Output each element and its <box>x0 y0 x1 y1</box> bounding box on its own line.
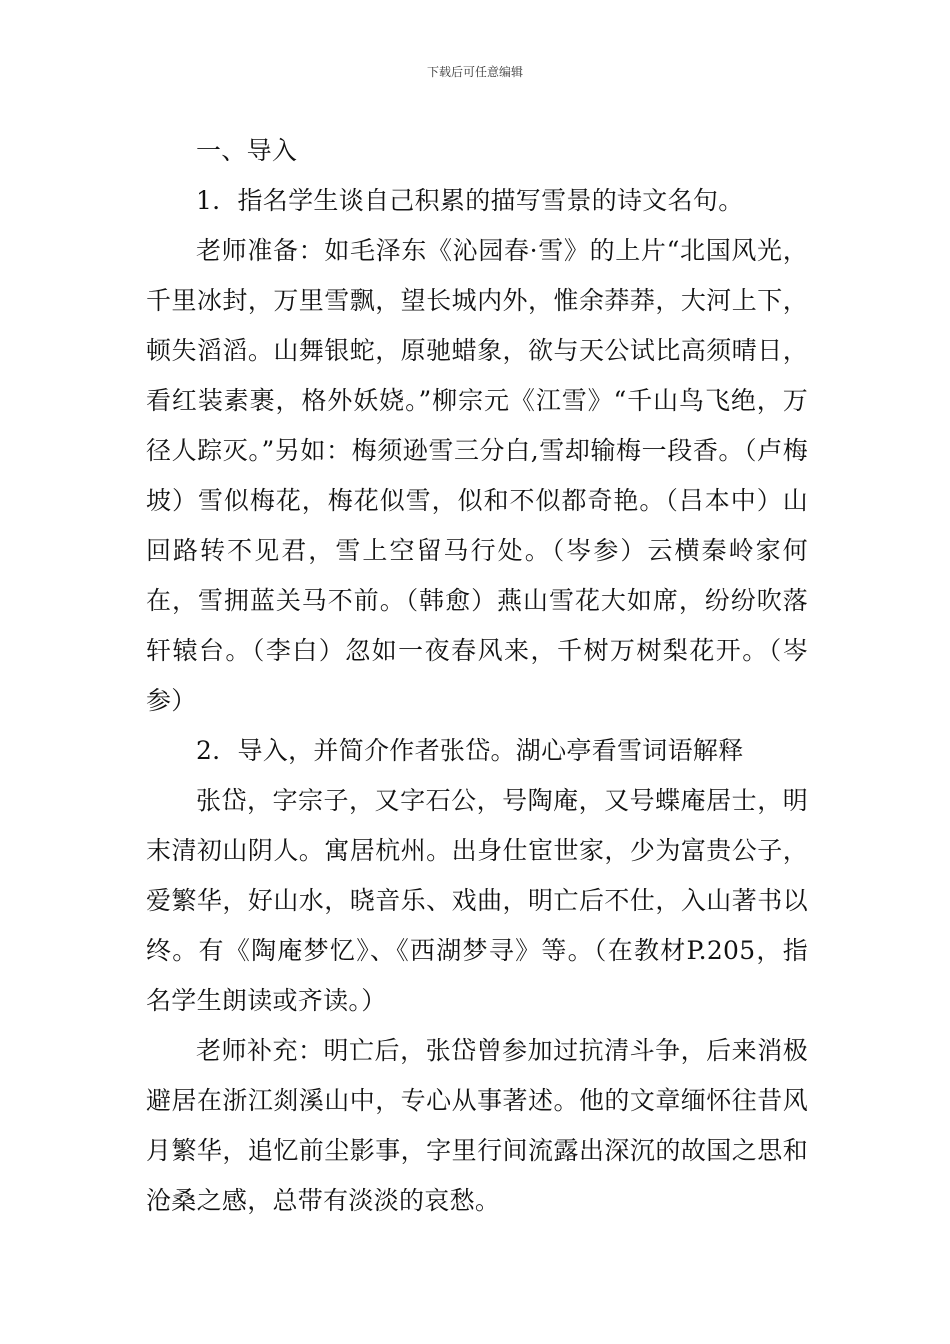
paragraph-item-2: 2．导入，并简介作者张岱。湖心亭看雪词语解释 <box>196 736 744 765</box>
paragraph-item-1: 1．指名学生谈自己积累的描写雪景的诗文名句。 <box>196 186 744 215</box>
paragraph-author-bio: 张岱，字宗子，又字石公，号陶庵，又号蝶庵居士，明末清初山阴人。寓居杭州。出身仕宦世家，少为富贵公子，爱繁华，好山水，晓音乐、戏曲，明亡后不仕，入山著书以终。有《陶庵梦忆》、《西湖梦寻》等。（在教材P.205，指名学生朗读或齐读。） <box>146 786 808 1015</box>
section-heading-intro: 一、导入 <box>196 136 298 165</box>
page-header-note: 下载后可任意编辑 <box>426 65 523 79</box>
paragraph-teacher-prep: 老师准备：如毛泽东《沁园春·雪》的上片“北国风光，千里冰封，万里雪飘，望长城内外，惟余莽莽，大河上下，顿失滔滔。山舞银蛇，原驰蜡象，欲与天公试比高须晴日，看红装素裹，格外妖娆。”柳宗元《江雪》“千山鸟飞绝，万径人踪灭。”另如：梅须逊雪三分白,雪却输梅一段香。（卢梅坡）雪似梅花，梅花似雪，似和不似都奇艳。（吕本中）山回路转不见君，雪上空留马行处。（岑参）云横秦岭家何在，雪拥蓝关马不前。（韩愈）燕山雪花大如席，纷纷吹落轩辕台。（李白）忽如一夜春风来，千树万树梨花开。（岑参） <box>146 236 808 715</box>
document-body <box>146 126 808 1226</box>
paragraph-teacher-supplement: 老师补充：明亡后，张岱曾参加过抗清斗争，后来消极避居在浙江剡溪山中，专心从事著述。他的文章缅怀往昔风月繁华，追忆前尘影事，字里行间流露出深沉的故国之思和沧桑之感，总带有淡淡的哀愁。 <box>146 1036 808 1215</box>
